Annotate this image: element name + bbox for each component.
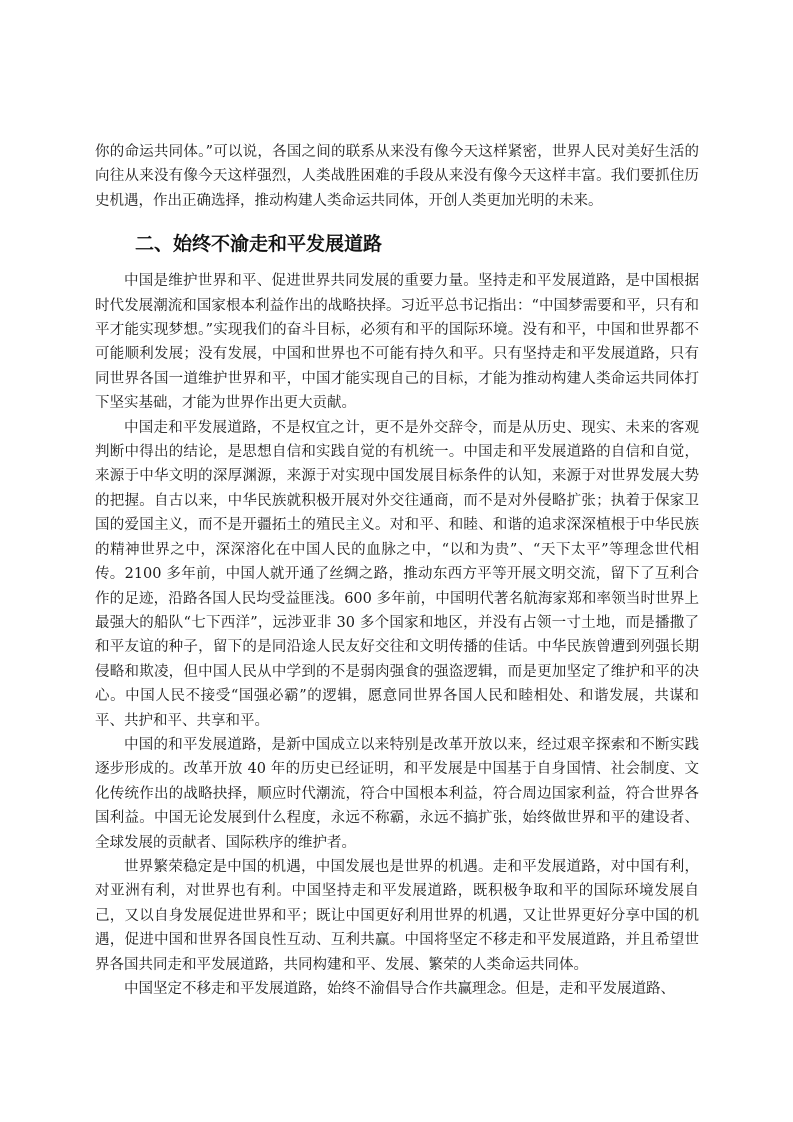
body-paragraph-3: 中国的和平发展道路，是新中国成立以来特别是改革开放以来，经过艰辛探索和不断实践逐步形成的。改革开放 40 年的历史已经证明，和平发展是中国基于自身国情、社会制度、文化传统作出的战略抉择，顺应时代潮流，符合中国根本利益，符合周边国家利益，符合世界各国利益。中国无论发展到什么程度，永远不称霸，永远不搞扩张，始终做世界和平的建设者、全球发展的贡献者、国际秩序的维护者。: [95, 736, 699, 851]
body-paragraph-4: 世界繁荣稳定是中国的机遇，中国发展也是世界的机遇。走和平发展道路，对中国有利，对亚洲有利，对世界也有利。中国坚持走和平发展道路，既积极争取和平的国际环境发展自己，又以自身发展促进世界和平；既让中国更好利用世界的机遇，又让世界更好分享中国的机遇，促进中国和世界各国良性互动、互利共赢。中国将坚定不移走和平发展道路，并且希望世界各国共同走和平发展道路，共同构建和平、发展、繁荣的人类命运共同体。: [95, 858, 699, 973]
intro-paragraph: 你的命运共同体。”可以说，各国之间的联系从来没有像今天这样紧密，世界人民对美好生活的向往从来没有像今天这样强烈，人类战胜困难的手段从来没有像今天这样丰富。我们要抓住历史机遇，作出正确选择，推动构建人类命运共同体，开创人类更加光明的未来。: [95, 144, 699, 209]
body-paragraph-5: 中国坚定不移走和平发展道路，始终不渝倡导合作共赢理念。但是，走和平发展道路、: [124, 981, 675, 997]
section-heading: 二、始终不渝走和平发展道路: [135, 233, 383, 256]
document-body: [95, 140, 699, 1001]
body-paragraph-1: 中国是维护世界和平、促进世界共同发展的重要力量。坚持走和平发展道路，是中国根据时代发展潮流和国家根本利益作出的战略抉择。习近平总书记指出：“中国梦需要和平，只有和平才能实现梦想。”实现我们的奋斗目标，必须有和平的国际环境。没有和平，中国和世界都不可能顺利发展；没有发展，中国和世界也不可能有持久和平。只有坚持走和平发展道路，只有同世界各国一道维护世界和平，中国才能实现自己的目标，才能为推动构建人类命运共同体打下坚实基础，才能为世界作出更大贡献。: [95, 273, 699, 412]
body-paragraph-2: 中国走和平发展道路，不是权宜之计，更不是外交辞令，而是从历史、现实、未来的客观判断中得出的结论，是思想自信和实践自觉的有机统一。中国走和平发展道路的自信和自觉，来源于中华文明的深厚渊源，来源于对实现中国发展目标条件的认知，来源于对世界发展大势的把握。自古以来，中华民族就积极开展对外交往通商，而不是对外侵略扩张；执着于保家卫国的爱国主义，而不是开疆拓土的殖民主义。对和平、和睦、和谐的追求深深植根于中华民族的精神世界之中，深深溶化在中国人民的血脉之中，“以和为贵”、“天下太平”等理念世代相传。2100 多年前，中国人就开通了丝绸之路，推动东西方平等开展文明交流，留下了互利合作的足迹，沿路各国人民均受益匪浅。600 多年前，中国明代著名航海家郑和率领当时世界上最强大的船队“七下西洋”，远涉亚非 30 多个国家和地区，并没有占领一寸土地，而是播撒了和平友谊的种子，留下的是同沿途人民友好交往和文明传播的佳话。中华民族曾遭到列强长期侵略和欺凌，但中国人民从中学到的不是弱肉强食的强盗逻辑，而是更加坚定了维护和平的决心。中国人民不接受“国强必霸”的逻辑，愿意同世界各国人民和睦相处、和谐发展，共谋和平、共护和平、共享和平。: [95, 419, 699, 729]
